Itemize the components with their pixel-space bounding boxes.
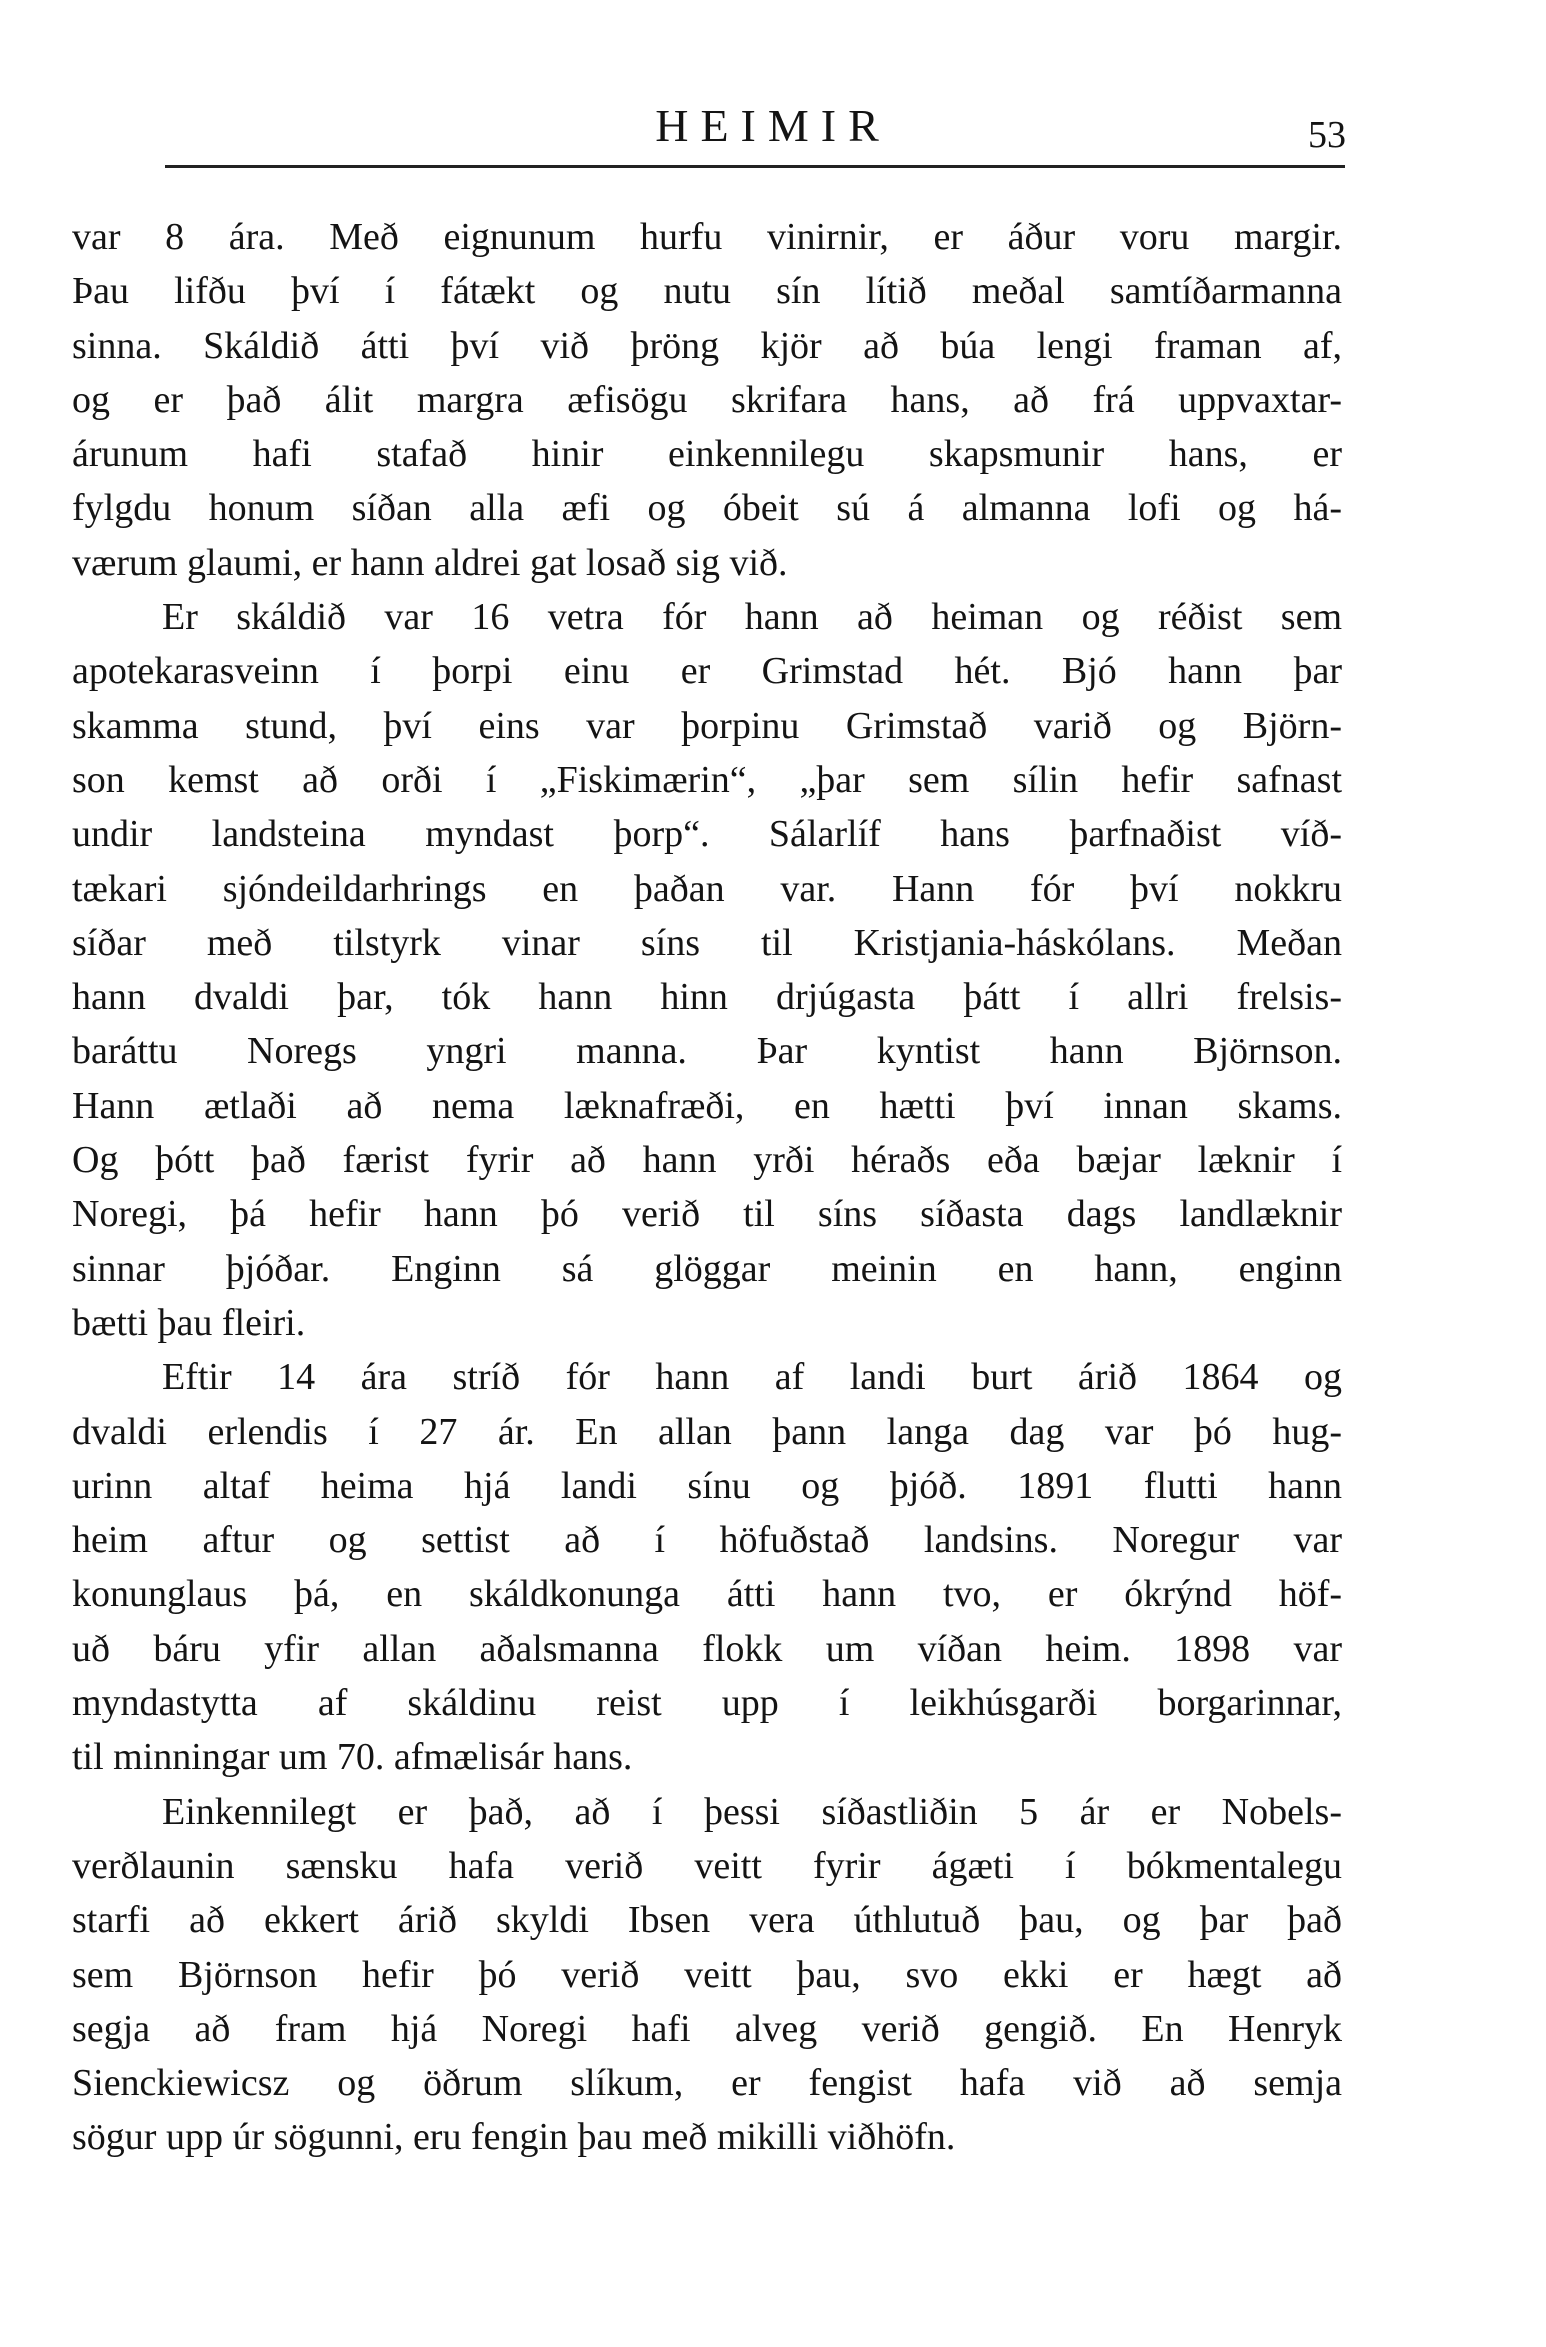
text-line: myndastytta af skáldinu reist upp í leikhúsgarði borgarinnar,: [72, 1682, 1342, 1725]
text-line: tækari sjóndeildarhrings en þaðan var. Hann fór því nokkru: [72, 867, 1342, 910]
text-line: undir landsteina myndast þorp“. Sálarlíf hans þarfnaðist víð-: [72, 813, 1342, 856]
paragraph-first-line: Eftir 14 ára stríð fór hann af landi burt árið 1864 og: [162, 1356, 1342, 1399]
body-text: [72, 210, 1342, 2165]
text-line: sem Björnson hefir þó verið veitt þau, svo ekki er hægt að: [72, 1953, 1342, 1996]
text-line: apotekarasveinn í þorpi einu er Grimstad hét. Bjó hann þar: [72, 650, 1342, 693]
text-line: starfi að ekkert árið skyldi Ibsen vera úthlutuð þau, og þar það: [72, 1899, 1342, 1942]
text-line: Og þótt það færist fyrir að hann yrði héraðs eða bæjar læknir í: [72, 1139, 1342, 1182]
text-line: árunum hafi stafað hinir einkennilegu skapsmunir hans, er: [72, 433, 1342, 476]
page-number: 53: [1308, 114, 1346, 156]
text-line: og er það álit margra æfisögu skrifara hans, að frá uppvaxtar-: [72, 378, 1342, 421]
text-line: heim aftur og settist að í höfuðstað landsins. Noregur var: [72, 1519, 1342, 1562]
text-line: skamma stund, því eins var þorpinu Grimstað varið og Björn-: [72, 704, 1342, 747]
text-line: segja að fram hjá Noregi hafi alveg verið gengið. En Henryk: [72, 2007, 1342, 2050]
text-line: sögur upp úr sögunni, eru fengin þau með mikilli viðhöfn.: [72, 2116, 956, 2159]
text-line: urinn altaf heima hjá landi sínu og þjóð. 1891 flutti hann: [72, 1464, 1342, 1507]
text-line: konunglaus þá, en skáldkonunga átti hann tvo, er ókrýnd höf-: [72, 1573, 1342, 1616]
text-line: sinna. Skáldið átti því við þröng kjör að búa lengi framan af,: [72, 324, 1342, 367]
text-line: til minningar um 70. afmælisár hans.: [72, 1736, 633, 1779]
text-line: værum glaumi, er hann aldrei gat losað sig við.: [72, 541, 788, 584]
running-title: HEIMIR: [655, 100, 891, 151]
paragraph-first-line: Einkennilegt er það, að í þessi síðastliðin 5 ár er Nobels-: [162, 1790, 1342, 1833]
text-line: Þau lifðu því í fátækt og nutu sín lítið meðal samtíðarmanna: [72, 270, 1342, 313]
text-line: dvaldi erlendis í 27 ár. En allan þann langa dag var þó hug-: [72, 1410, 1342, 1453]
text-line: bætti þau fleiri.: [72, 1301, 306, 1344]
text-line: var 8 ára. Með eignunum hurfu vinirnir, er áður voru margir.: [72, 216, 1342, 258]
text-line: hann dvaldi þar, tók hann hinn drjúgasta þátt í allri frelsis-: [72, 976, 1342, 1019]
text-line: síðar með tilstyrk vinar síns til Kristjania-háskólans. Meðan: [72, 921, 1342, 964]
paragraph-first-line: Er skáldið var 16 vetra fór hann að heiman og réðist sem: [162, 596, 1342, 639]
text-line: uð báru yfir allan aðalsmanna flokk um víðan heim. 1898 var: [72, 1627, 1342, 1670]
header-rule: [165, 165, 1345, 168]
text-line: sinnar þjóðar. Enginn sá glöggar meinin en hann, enginn: [72, 1247, 1342, 1290]
text-line: baráttu Noregs yngri manna. Þar kyntist hann Björnson.: [72, 1030, 1342, 1073]
text-line: verðlaunin sænsku hafa verið veitt fyrir ágæti í bókmentalegu: [72, 1844, 1342, 1887]
text-line: son kemst að orði í „Fiskimærin“, „þar sem sílin hefir safnast: [72, 758, 1342, 801]
text-line: Hann ætlaði að nema læknafræði, en hætti því innan skams.: [72, 1084, 1342, 1127]
text-line: Noregi, þá hefir hann þó verið til síns síðasta dags landlæknir: [72, 1193, 1342, 1236]
text-line: Sienckiewicsz og öðrum slíkum, er fengist hafa við að semja: [72, 2062, 1342, 2105]
text-line: fylgdu honum síðan alla æfi og óbeit sú á almanna lofi og há-: [72, 487, 1342, 530]
running-head: [0, 96, 1546, 166]
